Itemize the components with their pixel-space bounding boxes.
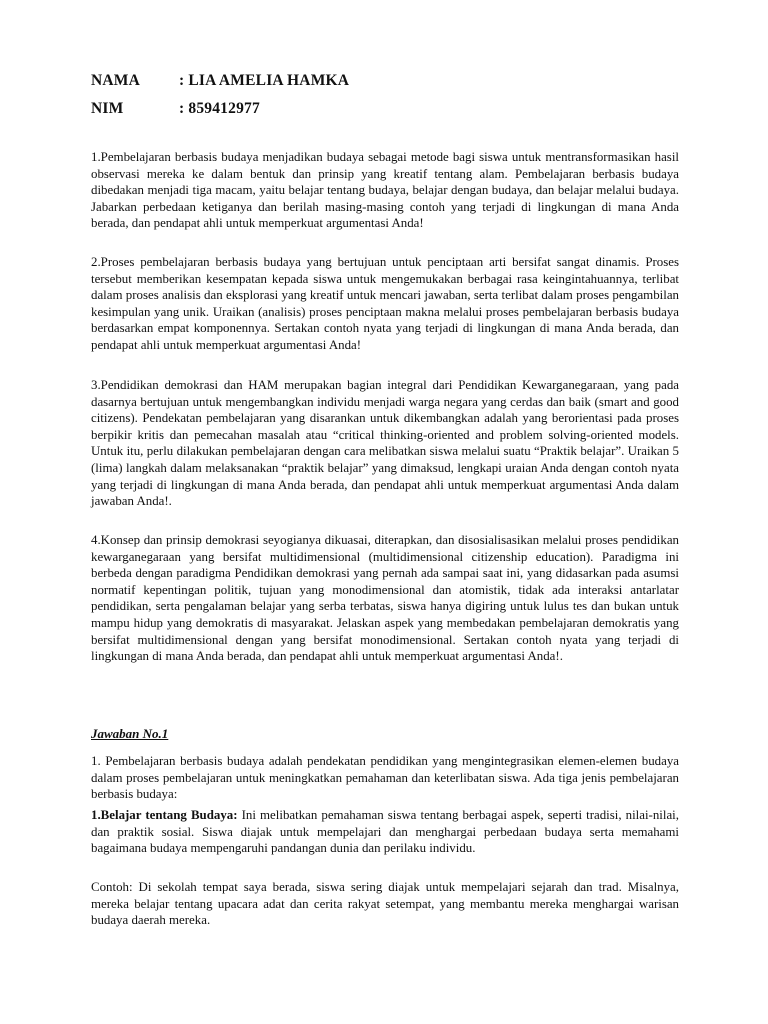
nim-label: NIM <box>91 100 124 117</box>
answer-point-1-text: Ini melibatkan pemahaman siswa tentang berbagai aspek, seperti tradisi, nilai-nilai, dan praktik sosial. Siswa diajak untuk mempelajari dan menghargai perbedaan budaya serta memahami bagaimana budaya mempengaruhi pandangan dunia dan perilaku individu. <box>91 808 679 856</box>
question-3: 3.Pendidikan demokrasi dan HAM merupakan bagian integral dari Pendidikan Kewarganegaraan, yang pada dasarnya bertujuan untuk mengembangkan individu menjadi warga negara yang cerdas dan baik (smart and good citizens). Pendekatan pembelajaran yang disarankan untuk dikembangkan adalah yang berorientasi pada proses berpikir kritis dan pemecahan masalah atau “critical thinking-oriented and problem solving-oriented models. Untuk itu, perlu dilakukan pembelajaran dengan cara melibatkan siswa melalui suatu “Praktik belajar”. Uraikan 5 (lima) langkah dalam melaksanakan “praktik belajar” yang dimaksud, lengkapi uraian Anda dengan contoh nyata yang terjadi di lingkungan di mana Anda berada, dan pendapat ahli untuk memperkuat argumentasi Anda dalam jawaban Anda!. <box>91 378 679 509</box>
nim-separator: : <box>179 100 185 117</box>
name-value: LIA AMELIA HAMKA <box>188 72 350 89</box>
answer-point-1 <box>91 807 679 857</box>
answer-intro: 1. Pembelajaran berbasis budaya adalah pendekatan pendidikan yang mengintegrasikan elemen-elemen budaya dalam proses pembelajaran untuk meningkatkan pemahaman dan keterlibatan siswa. Ada tiga jenis pembelajaran berbasis budaya: <box>91 754 679 802</box>
answer-heading: Jawaban No.1 <box>91 726 169 741</box>
name-label: NAMA <box>91 72 141 89</box>
question-2: 2.Proses pembelajaran berbasis budaya yang bertujuan untuk penciptaan arti bersifat sangat dinamis. Proses tersebut memberikan kesempatan kepada siswa untuk mengemukakan berbagai rasa keingintahuannya, terlibat dalam proses analisis dan eksplorasi yang kreatif untuk mencari jawaban, serta terlibat dalam proses pengambilan kesimpulan yang unik. Uraikan (analisis) proses penciptaan makna melalui proses pembelajaran berbasis budaya berdasarkan empat komponennya. Sertakan contoh nyata yang terjadi di lingkungan di mana Anda berada, dan pendapat ahli untuk memperkuat argumentasi Anda! <box>91 255 679 352</box>
name-separator: : <box>179 72 185 89</box>
question-4: 4.Konsep dan prinsip demokrasi seyogianya dikuasai, diterapkan, dan disosialisasikan melalui proses pendidikan kewarganegaraan yang bersifat multidimensional (multidimensional citizenship education). Paradigma ini berbeda dengan paradigma Pendidikan demokrasi yang pernah ada sampai saat ini, yang didasarkan pada asumsi normatif kepentingan politik, tujuan yang monodimensional dan atomistik, tidak ada interaksi antarlatar pendidikan, serta pengalaman belajar yang serba terbatas, siswa hanya digiring untuk lulus tes dan bukan untuk mampu hidup yang demokratis di masyarakat. Jelaskan aspek yang membedakan pembelajaran demokratis yang bersifat multidimensional dengan yang bersifat monodimensional. Sertakan contoh nyata yang terjadi di lingkungan di mana Anda berada, dan pendapat ahli untuk memperkuat argumentasi Anda!. <box>91 533 679 664</box>
answer-example: Contoh: Di sekolah tempat saya berada, siswa sering diajak untuk mempelajari sejarah dan trad. Misalnya, mereka belajar tentang upacara adat dan cerita rakyat setempat, yang membantu mereka menghargai warisan budaya daerah mereka. <box>91 880 679 928</box>
nim-value: 859412977 <box>188 100 260 117</box>
question-1: 1.Pembelajaran berbasis budaya menjadikan budaya sebagai metode bagi siswa untuk mentransformasikan hasil observasi mereka ke dalam bentuk dan prinsip yang kreatif tentang alam. Pembelajaran berbasis budaya dibedakan menjadi tiga macam, yaitu belajar tentang budaya, belajar dengan budaya, dan belajar melalui budaya. Jabarkan perbedaan ketiganya dan berilah masing-masing contoh yang terjadi di lingkungan di mana Anda berada, dan pendapat ahli untuk memperkuat argumentasi Anda! <box>91 150 679 231</box>
nim-row <box>91 100 260 118</box>
answer-point-1-title: 1.Belajar tentang Budaya: <box>91 808 238 822</box>
name-row <box>91 72 349 90</box>
